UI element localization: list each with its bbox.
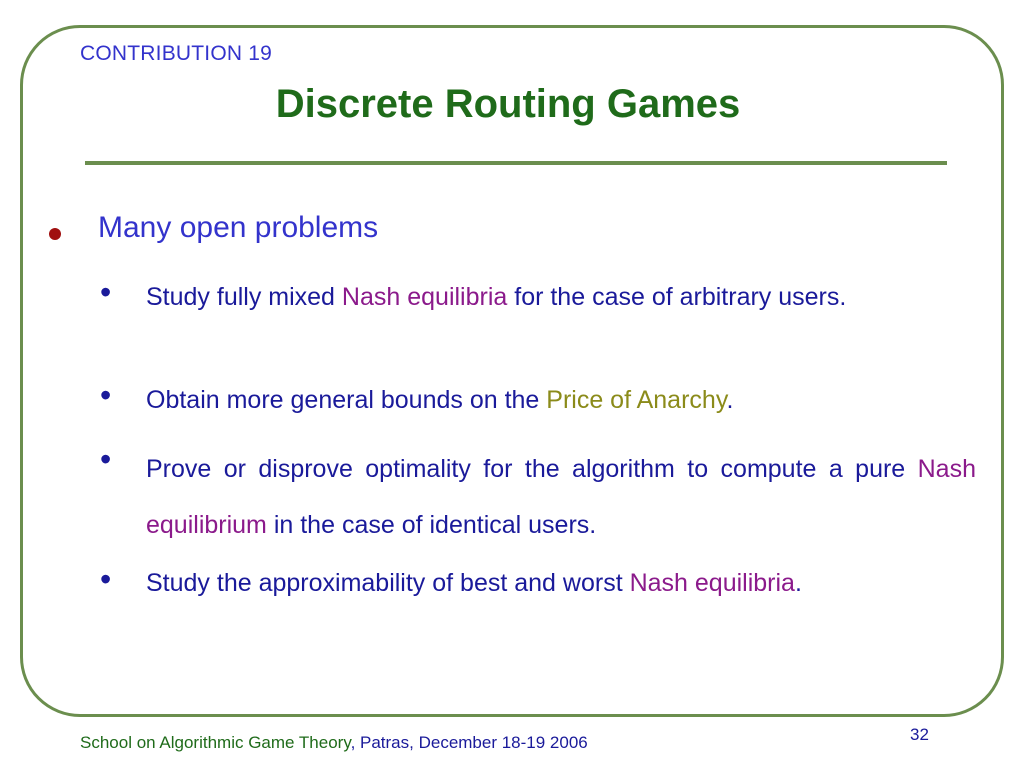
bullet-dot-icon: • bbox=[100, 274, 112, 310]
list-item-text: in the case of identical users. bbox=[266, 511, 597, 539]
red-dot-icon bbox=[49, 228, 61, 240]
list-item-highlight: Nash equilibria bbox=[629, 569, 795, 597]
slide-footer bbox=[80, 733, 588, 753]
list-item-text: Study the approximability of best and worst bbox=[146, 569, 630, 597]
list-item-text: . bbox=[726, 386, 734, 414]
list-item-highlight: Nash equilibrium bbox=[146, 455, 976, 539]
bullet-dot-icon: • bbox=[100, 561, 112, 597]
bullet-dot-icon: • bbox=[100, 441, 112, 477]
bullet-dot-icon: • bbox=[100, 377, 112, 413]
list-item bbox=[146, 278, 976, 316]
list-item-text: Prove or disprove optimality for the algorithm to compute a pure bbox=[146, 455, 918, 483]
list-item-highlight: Price of Anarchy bbox=[546, 386, 727, 414]
title-divider bbox=[85, 161, 947, 165]
main-bullet-text: Many open problems bbox=[98, 211, 379, 244]
list-item bbox=[146, 381, 976, 419]
list-item-text: Study fully mixed bbox=[146, 283, 342, 311]
contribution-label: CONTRIBUTION 19 bbox=[80, 42, 273, 65]
slide-title: Discrete Routing Games bbox=[275, 82, 741, 126]
slide-frame bbox=[20, 25, 1004, 717]
list-item-highlight: Nash equilibria bbox=[341, 283, 508, 311]
list-item-text: . bbox=[794, 569, 802, 597]
footer-school: School on Algorithmic Game Theory bbox=[80, 733, 351, 752]
list-item-text: Obtain more general bounds on the bbox=[146, 386, 547, 414]
list-item bbox=[146, 441, 976, 553]
footer-details: , Patras, December 18-19 2006 bbox=[350, 733, 588, 752]
list-item bbox=[146, 564, 976, 602]
list-item-text: for the case of arbitrary users. bbox=[507, 283, 847, 311]
page-number: 32 bbox=[910, 725, 929, 744]
